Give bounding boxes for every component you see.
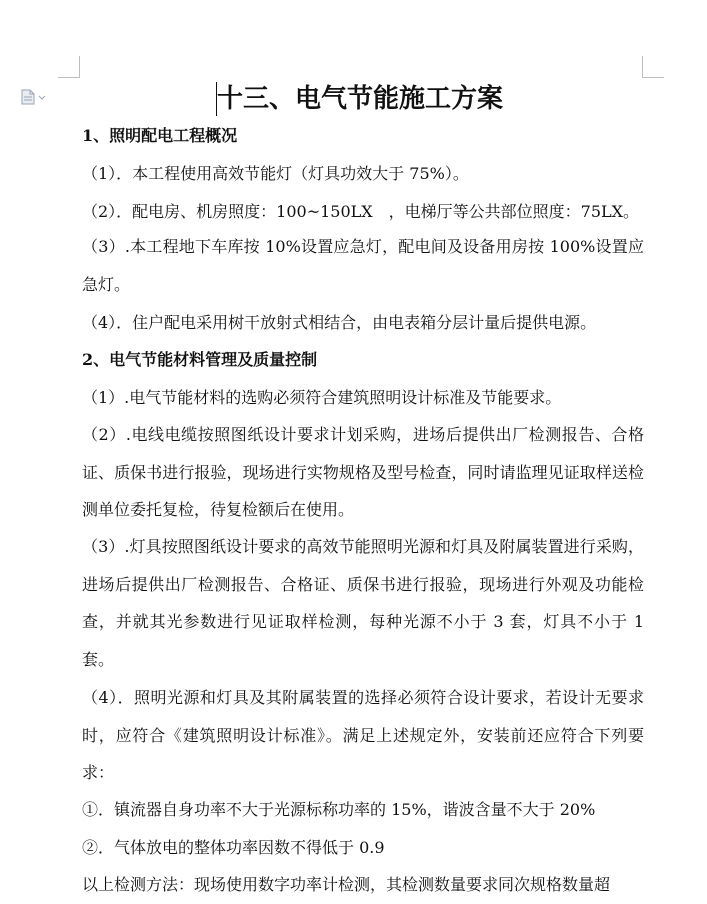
paragraph-2-3: （3）.灯具按照图纸设计要求的高效节能照明光源和灯具及附属装置进行采购，进场后提供出厂检测报告、合格证、质保书进行报验，现场进行外观及功能检查，并就其光参数进行见证取样检测，每种光源不小于 3 套，灯具不小于 1 套。 [82, 537, 644, 669]
page-corner-mark-top-left [58, 56, 80, 78]
paragraph-2-2: （2）.电线电缆按照图纸设计要求计划采购，进场后提供出厂检测报告、合格证、质保书进行报验，现场进行实物规格及型号检查，同时请监理见证取样送检测单位委托复检，待复检额后在使用。 [82, 425, 644, 519]
page-corner-mark-top-right [642, 56, 664, 78]
paragraph-2-6: ②．气体放电的整体功率因数不得低于 0.9 [82, 838, 385, 857]
section-heading-2: 2、电气节能材料管理及质量控制 [82, 350, 318, 369]
paragraph-1-4: （4）．住户配电采用树干放射式相结合，由电表箱分层计量后提供电源。 [82, 313, 597, 332]
paragraph-2-4: （4）．照明光源和灯具及其附属装置的选择必须符合设计要求，若设计无要求时，应符合《建筑照明设计标准》。满足上述规定外，安装前还应符合下列要求： [82, 688, 644, 782]
paragraph-1-2: （2）．配电房、机房照度：100~150LX ，电梯厅等公共部位照度：75LX。 [82, 202, 640, 221]
paragraph-2-5: ①．镇流器自身功率不大于光源标称功率的 15%，谐波含量不大于 20% [82, 800, 596, 819]
section-heading-1: 1、照明配电工程概况 [82, 126, 238, 145]
paragraph-1-1: （1）．本工程使用高效节能灯（灯具功效大于 75%）。 [82, 164, 469, 183]
paragraph-2-7: 以上检测方法：现场使用数字功率计检测，其检测数量要求同次规格数量超 [82, 875, 611, 894]
paragraph-1-3: （3）.本工程地下车库按 10%设置应急灯，配电间及设备用房按 100%设置应急灯。 [82, 237, 644, 294]
document-page-icon[interactable] [20, 88, 48, 106]
document-title: 十三、电气节能施工方案 [217, 84, 504, 114]
paragraph-2-1: （1）.电气节能材料的选购必须符合建筑照明设计标准及节能要求。 [82, 388, 562, 407]
